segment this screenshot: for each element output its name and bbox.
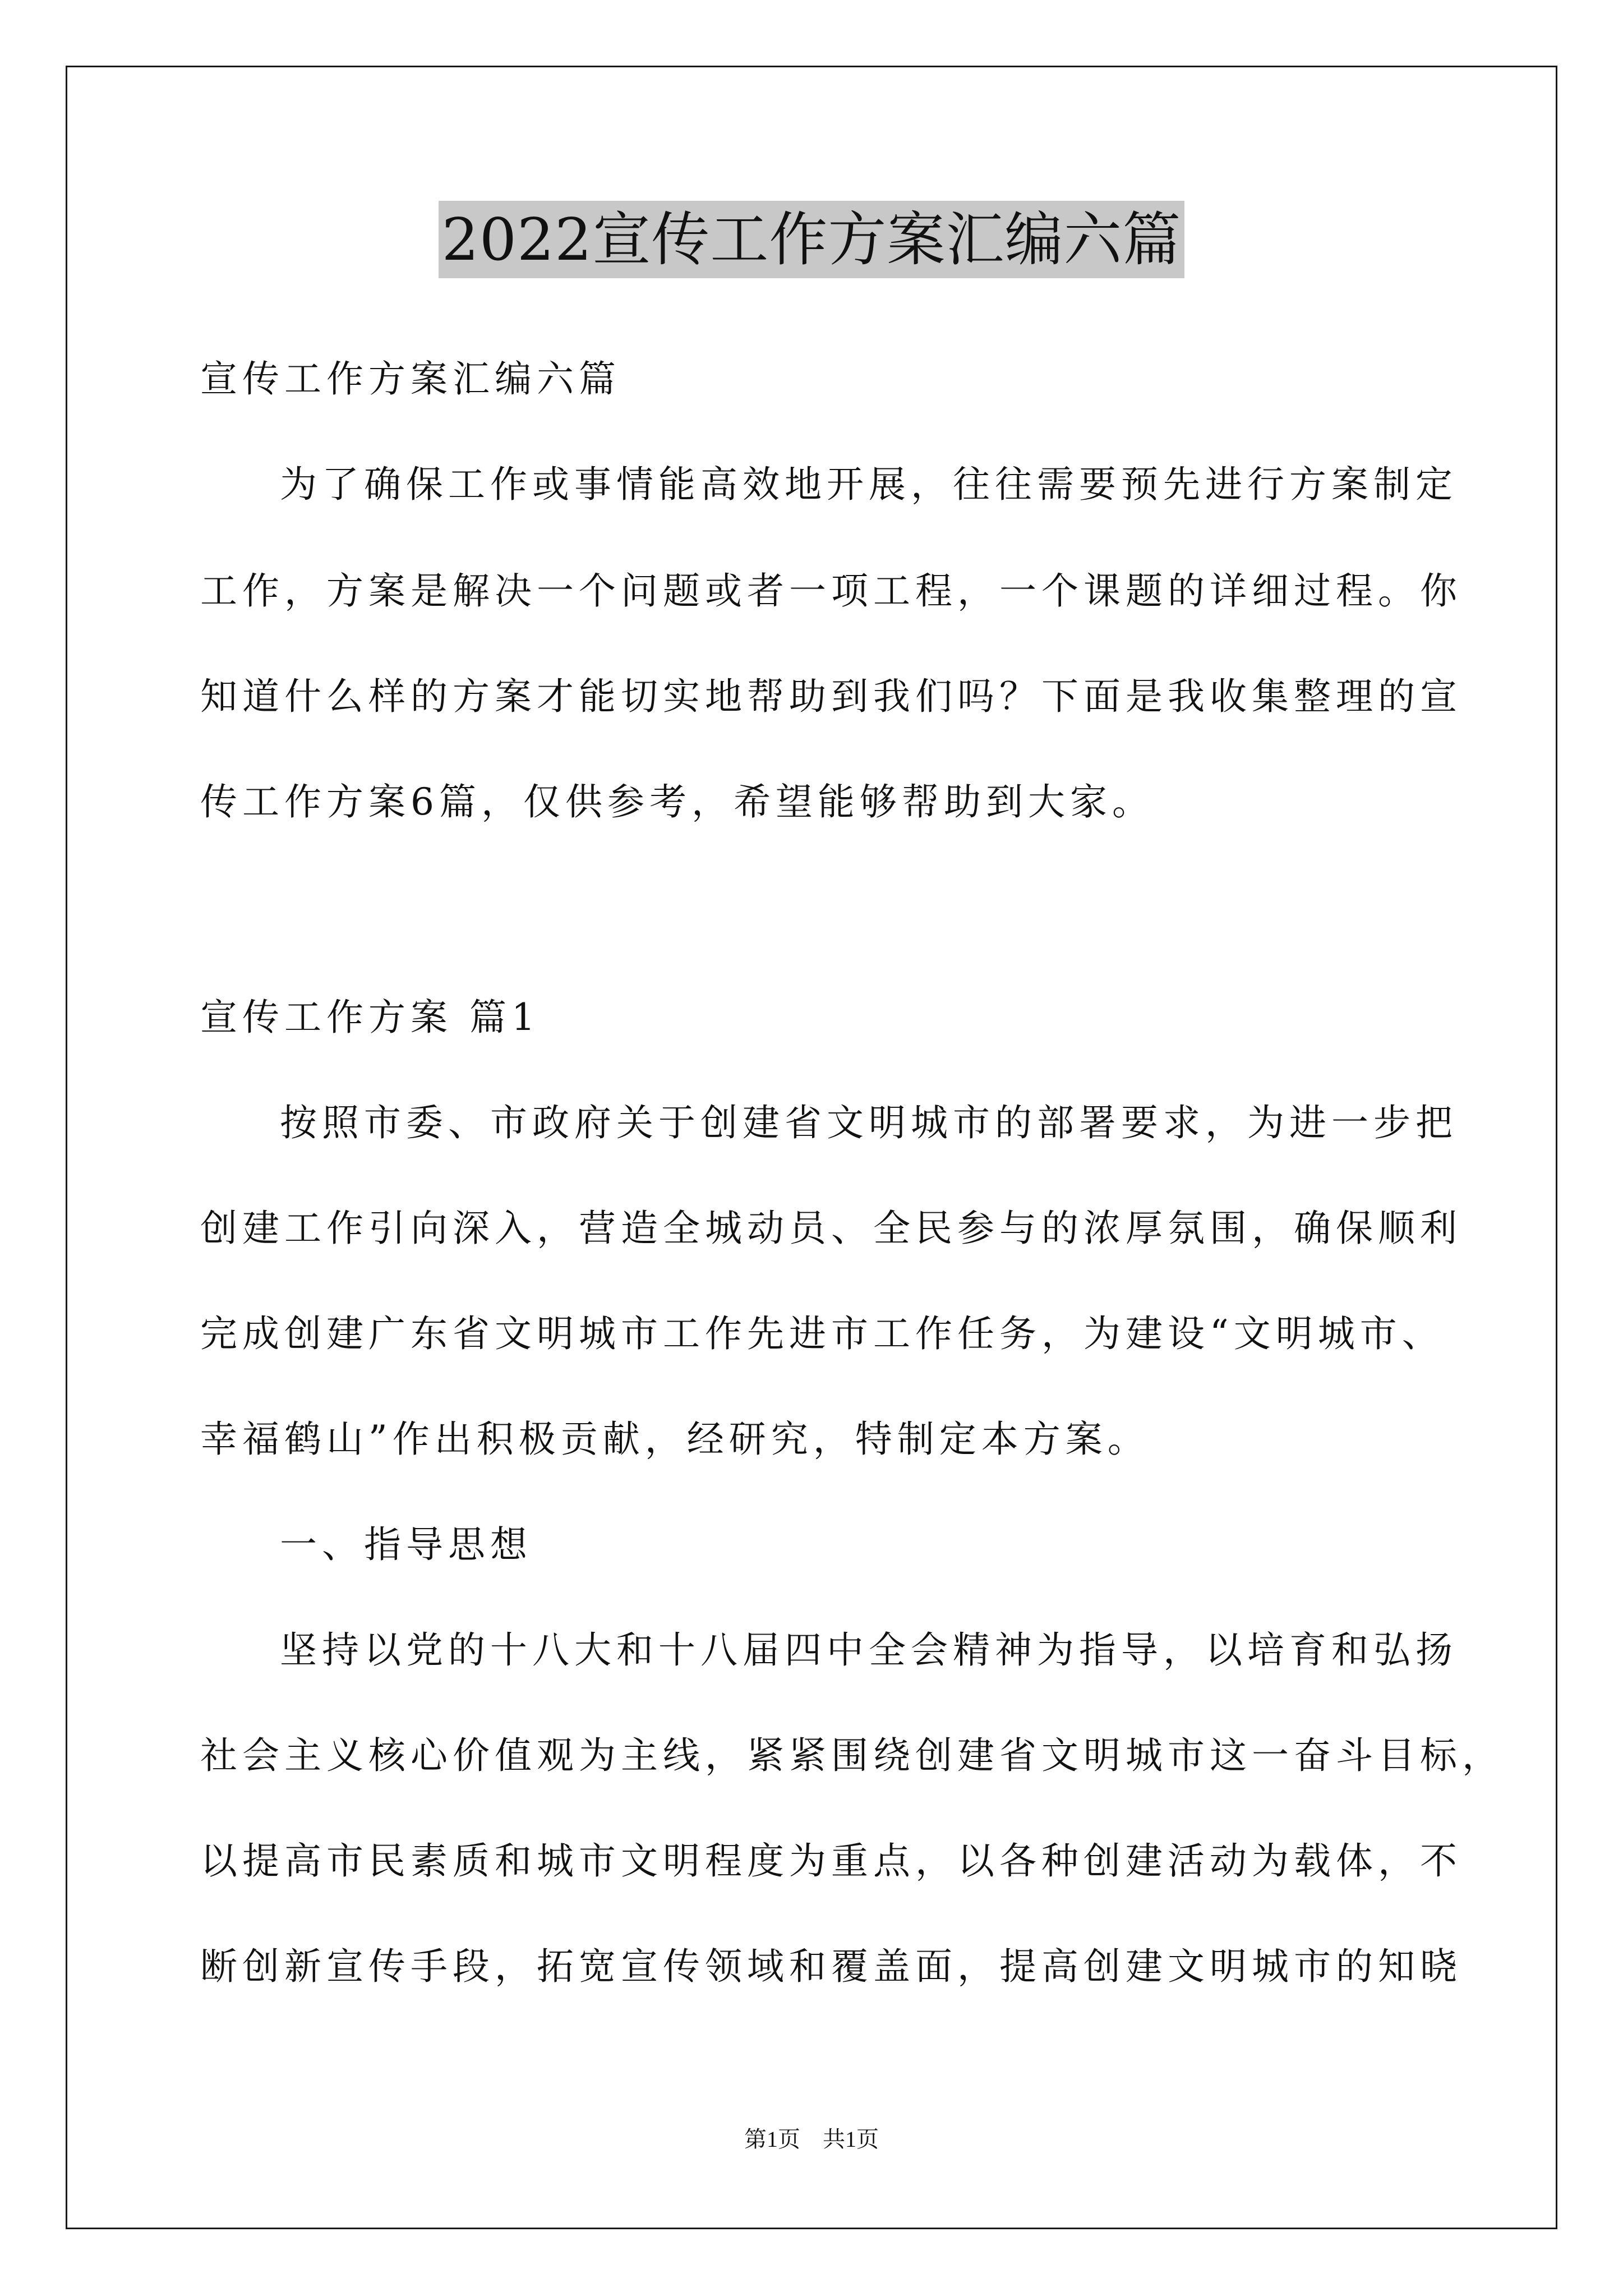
section-line: 幸福鹤山”作出积极贡献，经研究，特制定本方案。 — [200, 1418, 1150, 1461]
title-container — [0, 201, 1623, 278]
guiding-line: 以提高市民素质和城市文明程度为重点，以各种创建活动为载体，不 — [200, 1839, 1462, 1883]
section-line: 完成创建广东省文明城市工作先进市工作任务，为建设“文明城市、 — [200, 1312, 1444, 1355]
page-footer: 第1页 共1页 — [744, 2127, 879, 2152]
section-line: 创建工作引向深入，营造全城动员、全民参与的浓厚氛围，确保顺利 — [200, 1207, 1462, 1250]
intro-line: 知道什么样的方案才能切实地帮助到我们吗？下面是我收集整理的宣 — [200, 675, 1462, 718]
guiding-line: 坚持以党的十八大和十八届四中全会精神为指导，以培育和弘扬 — [280, 1628, 1458, 1672]
intro-line: 为了确保工作或事情能高效地开展，往往需要预先进行方案制定 — [280, 463, 1458, 506]
document-title: 2022宣传工作方案汇编六篇 — [439, 201, 1185, 278]
section-line: 按照市委、市政府关于创建省文明城市的部署要求，为进一步把 — [280, 1101, 1458, 1144]
intro-line: 传工作方案6篇，仅供参考，希望能够帮助到大家。 — [200, 780, 1154, 823]
guiding-line: 断创新宣传手段，拓宽宣传领域和覆盖面，提高创建文明城市的知晓 — [200, 1945, 1462, 1988]
document-subtitle: 宣传工作方案汇编六篇 — [200, 357, 621, 401]
guiding-line: 社会主义核心价值观为主线，紧紧围绕创建省文明城市这一奋斗目标， — [200, 1734, 1504, 1777]
intro-line: 工作，方案是解决一个问题或者一项工程，一个课题的详细过程。你 — [200, 569, 1462, 613]
subheading-guiding-thought: 一、指导思想 — [280, 1523, 532, 1566]
section-heading: 宣传工作方案 篇1 — [200, 996, 540, 1039]
